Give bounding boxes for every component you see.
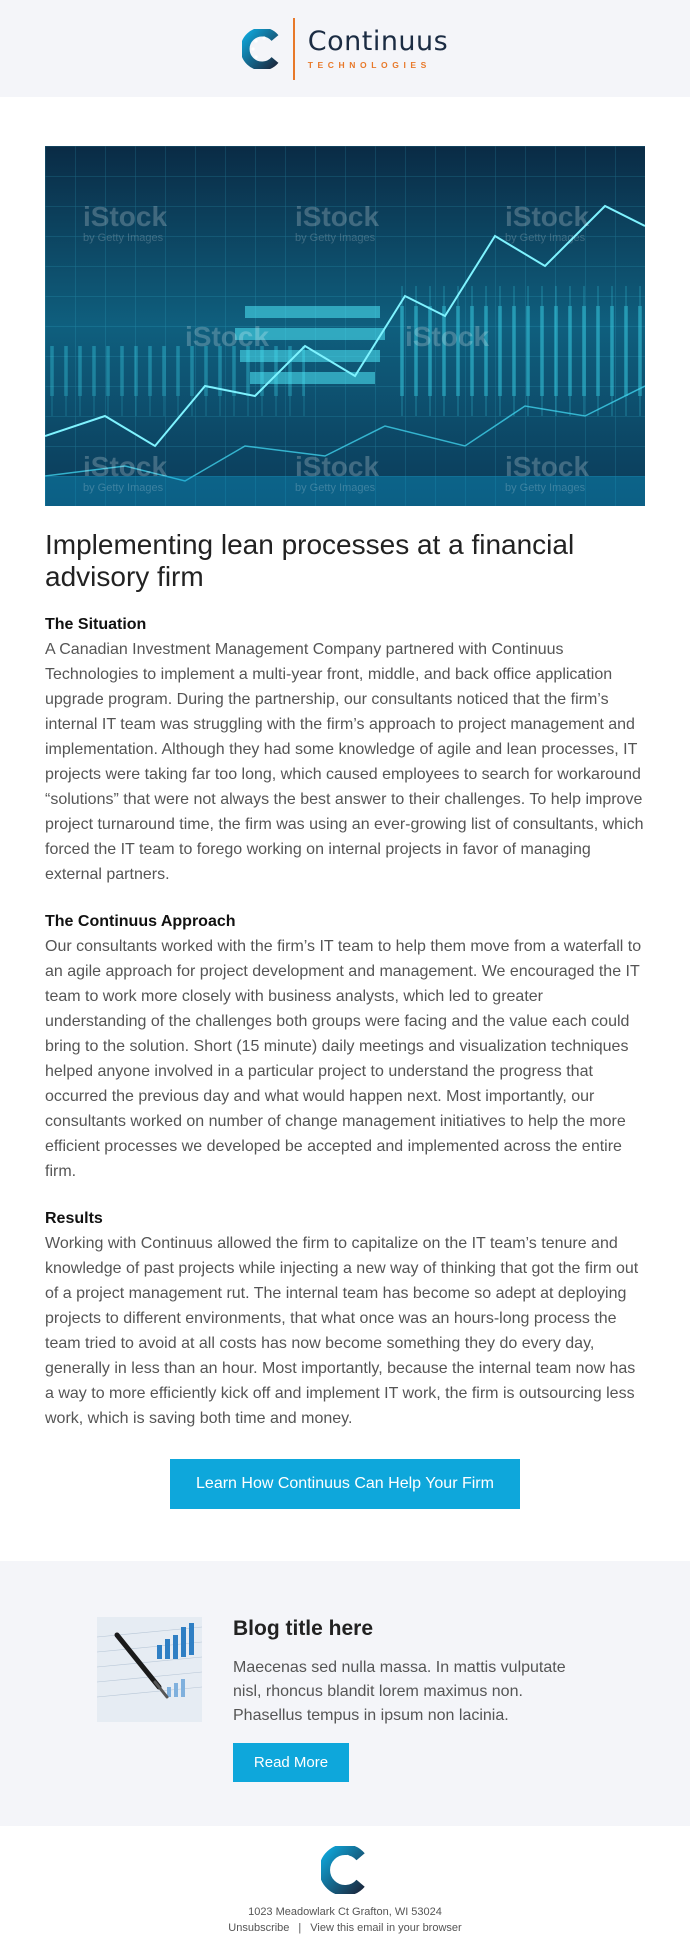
footer-separator: |	[298, 1922, 302, 1934]
svg-text:iStock: iStock	[83, 201, 168, 232]
svg-text:by Getty Images: by Getty Images	[83, 482, 164, 494]
unsubscribe-link[interactable]: Unsubscribe	[228, 1922, 290, 1934]
svg-text:by Getty Images: by Getty Images	[83, 232, 164, 244]
article-sections	[45, 615, 645, 1431]
email-header	[0, 0, 690, 97]
section-heading: The Continuus Approach	[45, 913, 236, 930]
svg-text:by Getty Images: by Getty Images	[505, 482, 586, 494]
svg-text:iStock: iStock	[505, 201, 590, 232]
hero-financial-chart-image	[45, 146, 645, 506]
svg-text:iStock: iStock	[505, 451, 590, 482]
svg-text:iStock: iStock	[83, 451, 168, 482]
svg-text:by Getty Images: by Getty Images	[295, 232, 376, 244]
section-approach	[45, 912, 645, 1184]
brand-name: Continuus	[307, 26, 449, 57]
blog-title[interactable]: Blog title here	[233, 1617, 374, 1640]
blog-teaser	[0, 1561, 690, 1826]
section-body: Our consultants worked with the firm’s IT team to help them move from a waterfall to an agile approach for project development and management. We encouraged the IT team to work more closely with business analysts, which led to greater understanding of the challenges both groups were facing and the value each could bring to the solution. Short (15 minute) daily meetings and visualization techniques helped anyone involved in a particular project to understand the progress that occurred the previous day and what would happen next. Most importantly, our consultants worked on number of change management initiatives to help the more efficient processes we developed be accepted and implemented across the entire firm.	[45, 938, 642, 1180]
svg-text:by Getty Images: by Getty Images	[505, 232, 586, 244]
read-more-button[interactable]: Read More	[233, 1743, 349, 1782]
article-container	[0, 97, 690, 1509]
section-results	[45, 1209, 645, 1431]
blog-thumbnail-image[interactable]	[97, 1617, 202, 1722]
svg-text:by Getty Images: by Getty Images	[295, 482, 376, 494]
section-body: Working with Continuus allowed the firm to capitalize on the IT team’s tenure and knowledge of past projects while injecting a new way of thinking that got the firm out of a project management rut. The internal team has become so adept at deploying projects to different environments, that what once was an hours-long process the team tried to avoid at all costs has now become something they do every day, generally in less than an hour. Most importantly, because the internal team now has a way to more efficiently kick off and implement IT work, the firm is outsourcing less work, which is saving both time and money.	[45, 1235, 639, 1427]
email-footer	[0, 1826, 690, 1947]
svg-text:iStock: iStock	[185, 321, 270, 352]
footer-links	[228, 1922, 461, 1934]
learn-how-cta-button[interactable]: Learn How Continuus Can Help Your Firm	[170, 1459, 520, 1509]
view-in-browser-link[interactable]: View this email in your browser	[310, 1922, 462, 1934]
section-heading: Results	[45, 1210, 103, 1227]
svg-text:iStock: iStock	[295, 451, 380, 482]
brand-tagline: TECHNOLOGIES	[307, 60, 431, 70]
logo-divider	[293, 18, 295, 80]
section-body: A Canadian Investment Management Company partnered with Continuus Technologies to implement a multi-year front, middle, and back office application upgrade program. During the partnership, our consultants noticed that the firm’s internal IT team was struggling with the firm’s approach to project management and implementation. Although they had some knowledge of agile and lean processes, IT projects were taking far too long, which caused employees to search for workaround “solutions” that were not always the best answer to their challenges. To help improve project turnaround time, the firm was using an ever-growing list of consultants, which forced the IT team to forego working on internal projects in favor of managing external partners.	[45, 641, 644, 883]
continuus-logo-icon	[321, 1846, 369, 1894]
svg-text:iStock: iStock	[405, 321, 490, 352]
svg-text:iStock: iStock	[295, 201, 380, 232]
brand-logo[interactable]	[242, 18, 448, 80]
continuus-logo-icon	[242, 29, 282, 69]
section-heading: The Situation	[45, 616, 147, 633]
section-situation	[45, 615, 645, 887]
article-title: Implementing lean processes at a financial advisory firm	[45, 529, 575, 592]
footer-address: 1023 Meadowlark Ct Grafton, WI 53024	[248, 1906, 442, 1918]
blog-excerpt: Maecenas sed nulla massa. In mattis vulputate nisl, rhoncus blandit lorem maximus non. Phasellus tempus in ipsum non lacinia.	[233, 1659, 566, 1724]
